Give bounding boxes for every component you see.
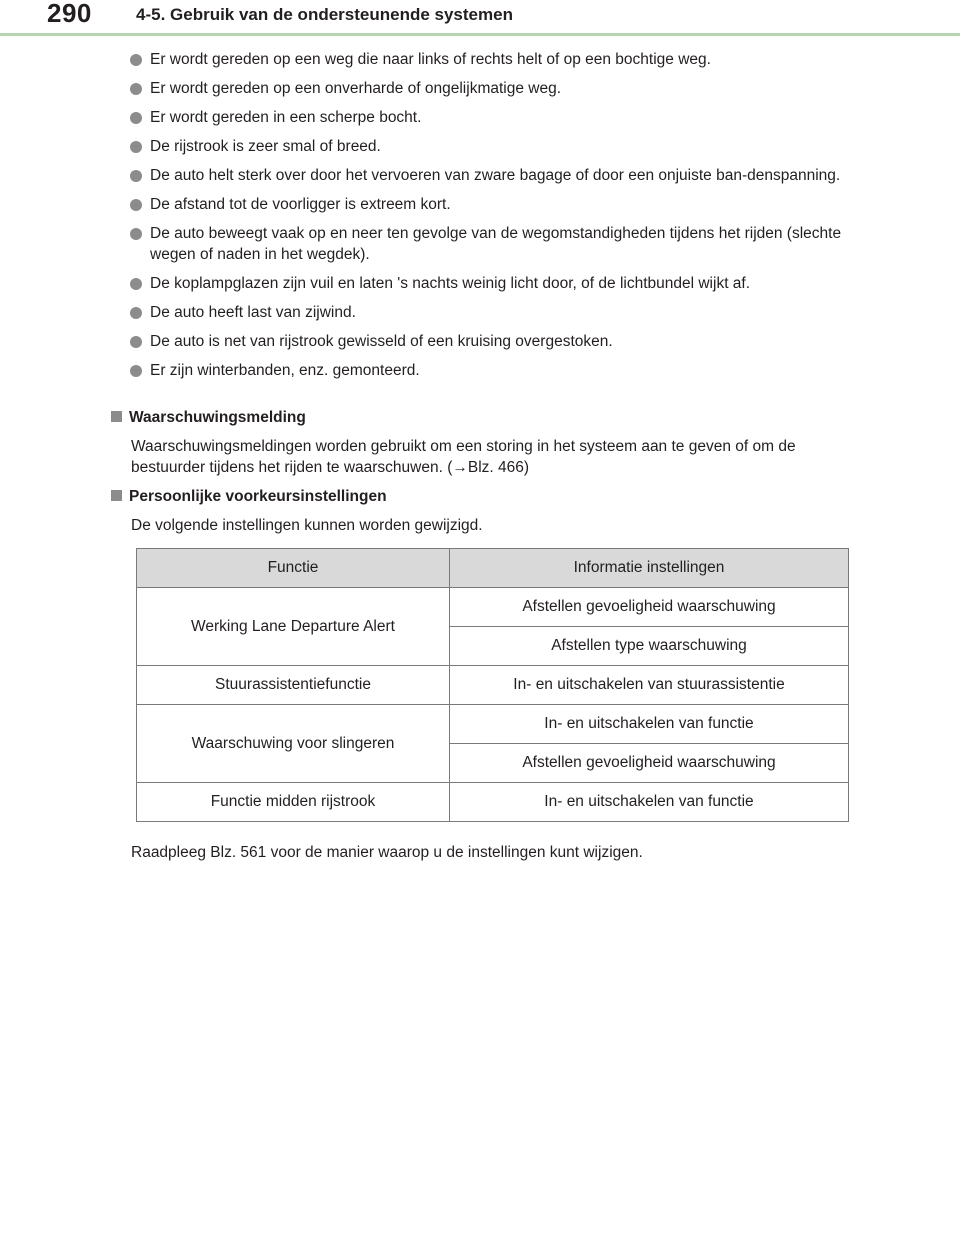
warning-heading: Waarschuwingsmelding — [111, 407, 306, 428]
column-header: Informatie instellingen — [450, 549, 849, 588]
function-cell: Functie midden rijstrook — [137, 783, 450, 822]
list-item: De auto helt sterk over door het vervoeren van zware bagage of door een onjuiste ban-denspanning. — [130, 165, 855, 186]
function-cell: Werking Lane Departure Alert — [137, 588, 450, 666]
list-item: De auto beweegt vaak op en neer ten gevolge van de wegomstandigheden tijdens het rijden (slechte wegen of naden in het wegdek). — [130, 223, 855, 265]
bullet-dot-icon — [130, 141, 142, 153]
bullet-dot-icon — [130, 307, 142, 319]
list-item: De koplampglazen zijn vuil en laten 's nachts weinig licht door, of de lichtbundel wijkt af. — [130, 273, 855, 294]
table-row — [137, 666, 849, 705]
function-cell: Waarschuwing voor slingeren — [137, 705, 450, 783]
list-item: Er zijn winterbanden, enz. gemonteerd. — [130, 360, 855, 381]
warning-text: Waarschuwingsmeldingen worden gebruikt om een storing in het systeem aan te geven of om de bestuurder tijdens het rijden te waarschuwen. (→Blz. 466) — [131, 438, 796, 476]
bullet-dot-icon — [130, 54, 142, 66]
settings-heading: Persoonlijke voorkeursinstellingen — [111, 486, 387, 507]
setting-cell: Afstellen type waarschuwing — [450, 627, 849, 666]
setting-cell: In- en uitschakelen van stuurassistentie — [450, 666, 849, 705]
bullet-dot-icon — [130, 112, 142, 124]
bullet-dot-icon — [130, 336, 142, 348]
table-row — [137, 783, 849, 822]
bullet-dot-icon — [130, 278, 142, 290]
list-item: Er wordt gereden op een onverharde of ongelijkmatige weg. — [130, 78, 855, 99]
list-item: De auto heeft last van zijwind. — [130, 302, 855, 323]
list-item: Er wordt gereden op een weg die naar links of rechts helt of op een bochtige weg. — [130, 49, 855, 70]
column-header: Functie — [137, 549, 450, 588]
page-number: 290 — [47, 0, 92, 28]
header-divider — [0, 33, 960, 36]
square-bullet-icon — [111, 490, 122, 501]
bullet-dot-icon — [130, 228, 142, 240]
list-item: De afstand tot de voorligger is extreem kort. — [130, 194, 855, 215]
table-row — [137, 588, 849, 627]
setting-cell: Afstellen gevoeligheid waarschuwing — [450, 588, 849, 627]
square-bullet-icon — [111, 411, 122, 422]
settings-intro: De volgende instellingen kunnen worden gewijzigd. — [131, 517, 483, 534]
bullet-dot-icon — [130, 83, 142, 95]
bullet-dot-icon — [130, 170, 142, 182]
bullet-dot-icon — [130, 365, 142, 377]
list-item: Er wordt gereden in een scherpe bocht. — [130, 107, 855, 128]
page-header — [0, 0, 960, 34]
bullet-dot-icon — [130, 199, 142, 211]
settings-table — [136, 548, 849, 822]
setting-cell: In- en uitschakelen van functie — [450, 705, 849, 744]
table-header-row — [137, 549, 849, 588]
list-item: De rijstrook is zeer smal of breed. — [130, 136, 855, 157]
condition-list — [130, 49, 855, 389]
table-row — [137, 705, 849, 744]
setting-cell: Afstellen gevoeligheid waarschuwing — [450, 744, 849, 783]
section-title: 4-5. Gebruik van de ondersteunende systemen — [136, 5, 513, 24]
footer-note: Raadpleeg Blz. 561 voor de manier waarop u de instellingen kunt wijzigen. — [131, 844, 643, 861]
list-item: De auto is net van rijstrook gewisseld of een kruising overgestoken. — [130, 331, 855, 352]
function-cell: Stuurassistentiefunctie — [137, 666, 450, 705]
setting-cell: In- en uitschakelen van functie — [450, 783, 849, 822]
